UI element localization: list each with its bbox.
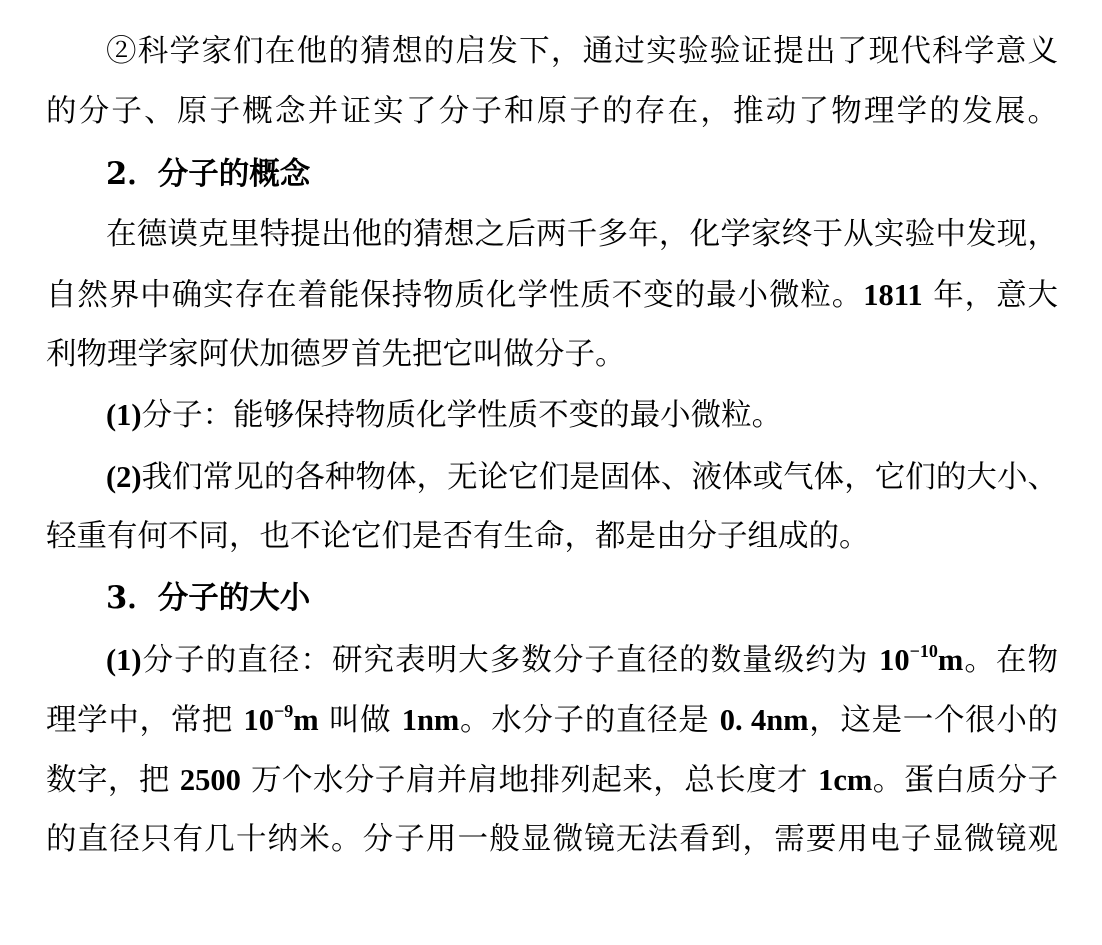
text: 万个水分子肩并肩地排列起来，总长度才 <box>240 763 819 798</box>
paragraph-2-line-2 <box>46 265 1058 325</box>
paragraph-2-line-3 <box>46 325 626 385</box>
text: ，这是一个很小的 <box>808 703 1058 738</box>
paragraph-2-line-1 <box>106 205 1058 265</box>
list-item-3-line-3 <box>46 750 1058 810</box>
length-value: 1cm <box>818 763 873 797</box>
text: 的分子、原子概念并证实了分子和原子的存在，推动了物理学的发展。 <box>46 94 1058 129</box>
unit: m <box>293 703 319 737</box>
text: 。在物 <box>963 643 1058 678</box>
text: 在德谟克里特提出他的猜想之后两千多年，化学家终于从实验中发现， <box>106 217 1058 252</box>
paragraph-1-line-2 <box>46 82 1058 142</box>
text: 分子的直径：研究表明大多数分子直径的数量级约为 <box>141 643 880 678</box>
list-item-3-line-4 <box>46 810 1058 870</box>
unit-value: 1nm <box>401 703 460 737</box>
text: 年，意大 <box>922 278 1059 313</box>
list-item-2-line-2 <box>46 507 870 567</box>
section-heading-3 <box>106 568 310 628</box>
number-base: 10 <box>879 643 910 677</box>
text: 。蛋白质分子 <box>872 763 1058 798</box>
list-item-3-line-2 <box>46 690 1058 750</box>
item-number: (1) <box>106 643 142 677</box>
text: 轻重有何不同，也不论它们是否有生命，都是由分子组成的。 <box>46 519 870 554</box>
count-number: 2500 <box>179 763 241 797</box>
text: 叫做 <box>318 703 402 738</box>
text: 我们常见的各种物体，无论它们是固体、液体或气体，它们的大小、 <box>141 460 1058 495</box>
text: 分子：能够保持物质化学性质不变的最小微粒。 <box>141 398 783 433</box>
list-item-2-line-1 <box>106 447 1058 507</box>
diameter-value: 0. 4nm <box>719 703 809 737</box>
text: ②科学家们在他的猜想的启发下，通过实验验证提出了现代科学意义 <box>106 34 1058 69</box>
unit: m <box>937 643 964 677</box>
text: 数字，把 <box>46 763 180 798</box>
text: 的直径只有几十纳米。分子用一般显微镜无法看到，需要用电子显微镜观 <box>46 822 1058 857</box>
text: 自然界中确实存在着能保持物质化学性质不变的最小微粒。 <box>46 278 864 313</box>
list-item-1 <box>106 385 782 445</box>
paragraph-1-line-1 <box>106 22 1058 82</box>
list-item-3-line-1 <box>106 630 1058 690</box>
item-number: (2) <box>106 460 142 494</box>
heading-text: 2．分子的概念 <box>106 156 311 192</box>
heading-text: 3．分子的大小 <box>106 580 311 616</box>
text: 。水分子的直径是 <box>459 703 720 738</box>
year-number: 1811 <box>863 278 923 312</box>
number-base: 10 <box>243 703 274 737</box>
item-number: (1) <box>106 398 142 432</box>
text: 利物理学家阿伏加德罗首先把它叫做分子。 <box>46 337 626 372</box>
section-heading-2 <box>106 144 310 204</box>
exponent: −9 <box>273 700 294 721</box>
exponent: −10 <box>909 640 938 661</box>
text: 理学中，常把 <box>46 703 244 738</box>
